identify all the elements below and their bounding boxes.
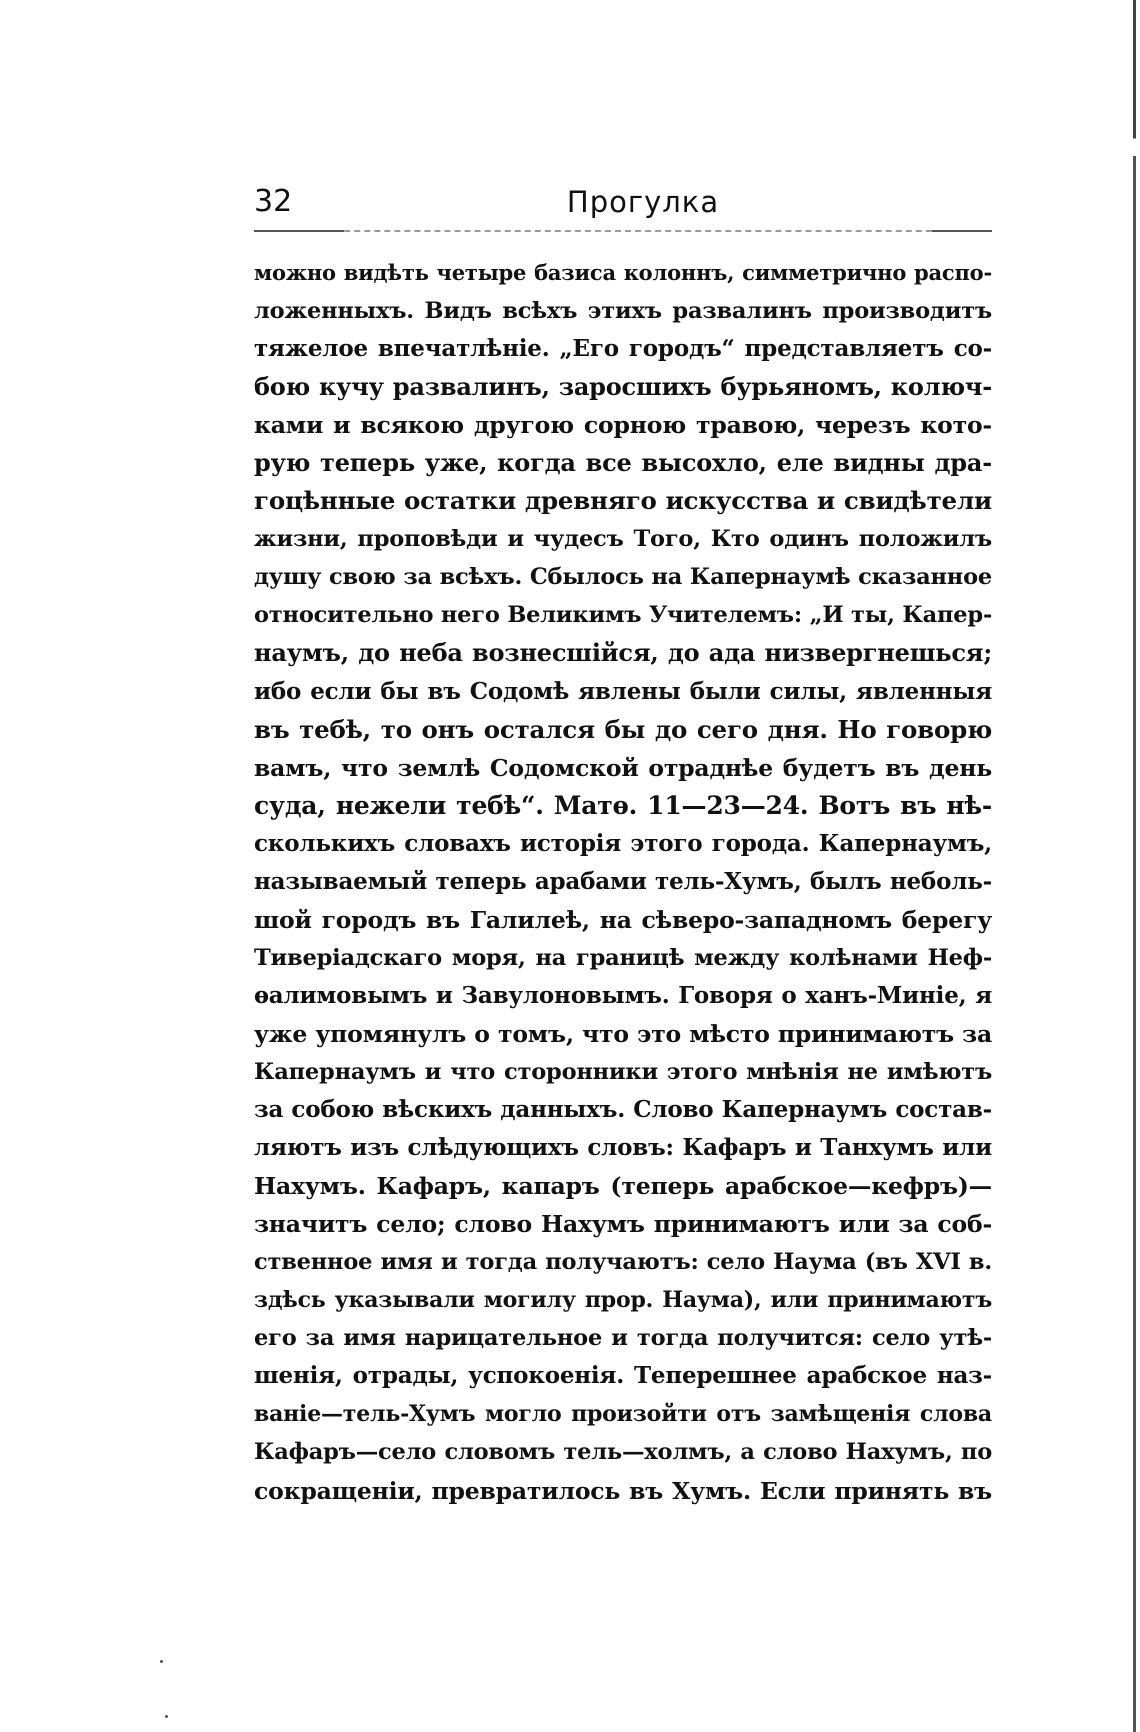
text-line: жизни, проповѣди и чудесъ Того, Кто одинъ положилъ [254, 526, 992, 553]
body-text [254, 254, 992, 1510]
text-line: суда, нежели тебѣ“. Матѳ. 11—23—24. Вотъ въ нѣ- [254, 790, 992, 820]
text-line: бою кучу развалинъ, заросшихъ бурьяномъ, колюч- [254, 372, 992, 402]
text-line: ственное имя и тогда получаютъ: село Наума (въ XVI в. [254, 1249, 992, 1276]
text-line: Тиверіадскаго моря, на границѣ между колѣнами Неф- [254, 944, 992, 971]
speck [165, 1715, 168, 1718]
text-line: ляютъ изъ слѣдующихъ словъ: Кафаръ и Танхумъ или [254, 1134, 992, 1162]
running-title: Прогулка [566, 185, 720, 219]
text-line: наумъ, до неба вознесшійся, до ада низвергнешься; [254, 638, 992, 668]
page-header [254, 182, 992, 222]
header-rule [254, 230, 992, 232]
text-line: сокращеніи, превратилось въ Хумъ. Если принять въ [254, 1476, 992, 1505]
speck [160, 1660, 163, 1663]
text-line: называемый теперь арабами тель-Хумъ, былъ неболь- [254, 867, 992, 895]
text-line: рую теперь уже, когда все высохло, еле видны дра- [254, 448, 992, 478]
text-line: его за имя нарицательное и тогда получится: село утѣ- [254, 1325, 992, 1352]
text-line: здѣсь указывали могилу прор. Наума), или принимаютъ [254, 1287, 992, 1314]
text-line: за собою вѣскихъ данныхъ. Слово Капернаумъ состав- [254, 1096, 992, 1124]
text-line: ибо если бы въ Содомѣ явлены были силы, явленныя [254, 677, 992, 705]
text-line: гоцѣнные остатки древняго искусства и свидѣтели [254, 486, 992, 516]
text-line: въ тебѣ, то онъ остался бы до сего дня. Но говорю [254, 714, 992, 744]
text-line: можно видѣть четыре базиса колоннъ, симметрично распо- [254, 260, 992, 285]
text-line: сколькихъ словахъ исторія этого города. Капернаумъ, [254, 829, 992, 857]
text-line: Капернаумъ и что сторонники этого мнѣнія не имѣютъ [254, 1058, 992, 1085]
page-number: 32 [254, 184, 293, 219]
text-line: душу свою за всѣхъ. Сбылось на Капернаумѣ сказанное [254, 564, 992, 591]
text-line: ками и всякою другою сорною травою, черезъ кото- [254, 411, 992, 440]
text-line: тяжелое впечатлѣніе. „Его городъ“ представляетъ со- [254, 335, 992, 363]
text-line: шой городъ въ Галилеѣ, на сѣверо-западномъ берегу [254, 905, 992, 934]
text-line: ваніе—тель-Хумъ могло произойти отъ замѣщенія слова [254, 1401, 992, 1428]
text-line: ложенныхъ. Видъ всѣхъ этихъ развалинъ производитъ [254, 298, 992, 325]
text-line: шенія, отрады, успокоенія. Теперешнее арабское наз- [254, 1362, 992, 1390]
text-line: вамъ, что землѣ Содомской отраднѣе будетъ въ день [254, 753, 992, 782]
text-line: значитъ село; слово Нахумъ принимаютъ или за соб- [254, 1210, 992, 1239]
text-line: ѳалимовымъ и Завулоновымъ. Говоря о ханъ-Миніе, я [254, 981, 992, 1009]
text-line: Нахумъ. Кафаръ, капаръ (теперь арабское—кефръ)— [254, 1172, 992, 1201]
text-line: Кафаръ—село словомъ тель—холмъ, а слово Нахумъ, по [254, 1439, 992, 1466]
text-line: уже упомянулъ о томъ, что это мѣсто принимаютъ за [254, 1019, 992, 1048]
scan-edge-line [1133, 0, 1136, 1732]
text-line: относительно него Великимъ Учителемъ: „И ты, Капер- [254, 602, 993, 629]
